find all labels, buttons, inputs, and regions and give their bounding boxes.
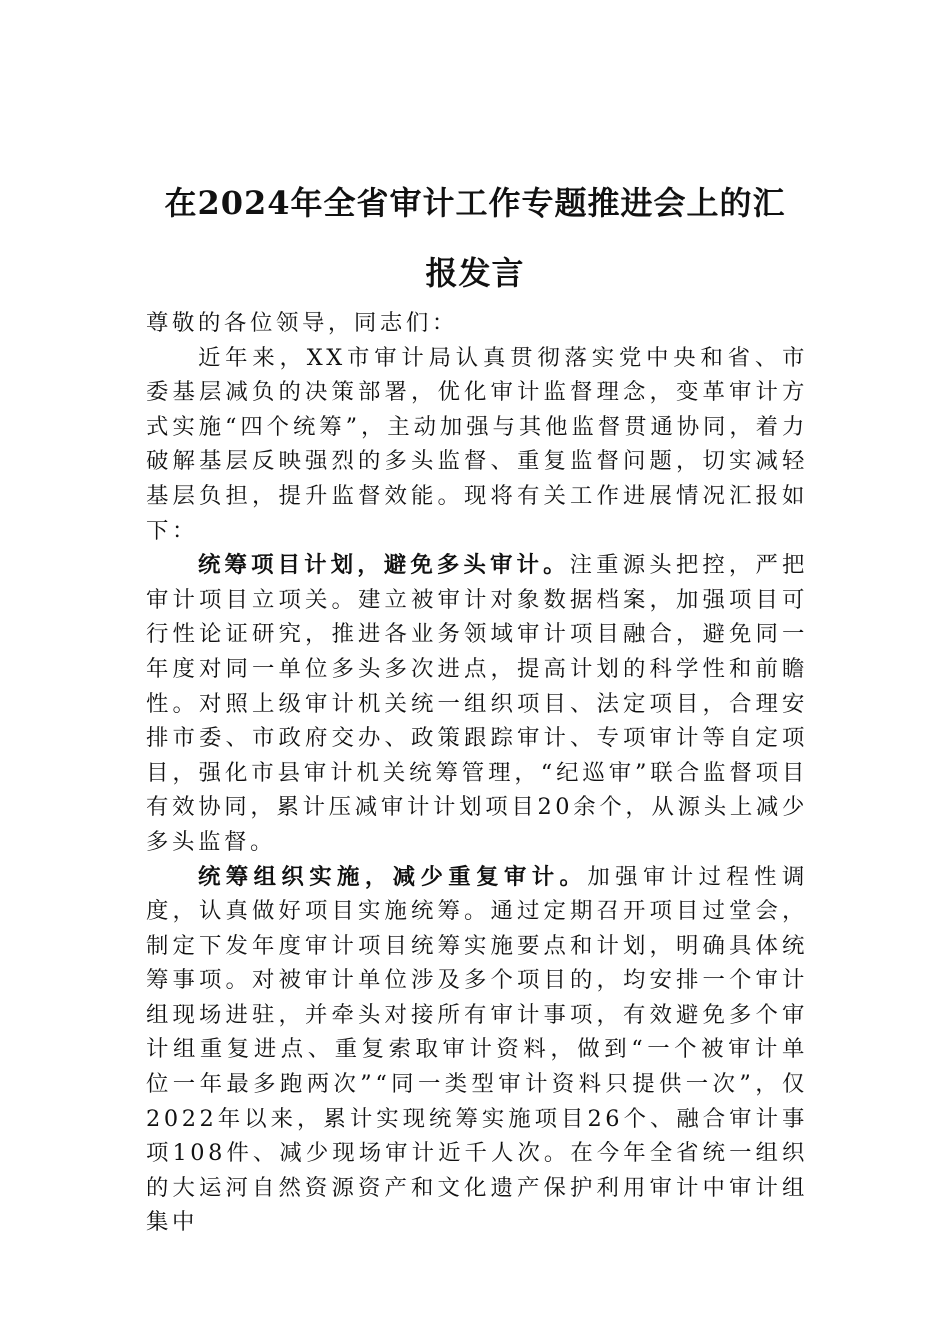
intro-paragraph: 近年来，XX市审计局认真贯彻落实党中央和省、市委基层减负的决策部署，优化审计监督理念，变革审计方式实施“四个统筹”，主动加强与其他监督贯通协同，着力破解基层反映强烈的多头监督、重复监督问题，切实减轻基层负担，提升监督效能。现将有关工作进展情况汇报如下： [146,344,808,544]
title-line-1: 在2024年全省审计工作专题推进会上的汇 [164,184,786,222]
salutation: 尊敬的各位领导，同志们： [146,310,458,336]
document-title [140,168,810,308]
title-line-2: 报发言 [425,254,525,292]
section-heading-2: 统筹组织实施，减少重复审计。 [198,863,588,890]
section-body-1: 注重源头把控，严把审计项目立项关。建立被审计对象数据档案，加强项目可行性论证研究，推进各业务领域审计项目融合，避免同一年度对同一单位多头多次进点，提高计划的科学性和前瞻性。对照上级审计机关统一组织项目、法定项目，合理安排市委、市政府交办、政策跟踪审计、专项审计等自定项目，强化市县审计机关统筹管理，“纪巡审”联合监督项目有效协同，累计压减审计计划项目20余个，从源头上减少多头监督。 [146,552,808,855]
section-paragraph-2 [146,860,808,1241]
document-body [146,306,808,1240]
section-paragraph-1 [146,548,808,859]
section-heading-1: 统筹项目计划，避免多头审计。 [198,552,570,579]
section-body-2: 加强审计过程性调度，认真做好项目实施统筹。通过定期召开项目过堂会，制定下发年度审计项目统筹实施要点和计划，明确具体统筹事项。对被审计单位涉及多个项目的，均安排一个审计组现场进驻，并牵头对接所有审计事项，有效避免多个审计组重复进点、重复索取审计资料，做到“一个被审计单位一年最多跑两次”“同一类型审计资料只提供一次”，仅2022年以来，累计实现统筹实施项目26个、融合审计事项108件、减少现场审计近千人次。在今年全省统一组织的大运河自然资源资产和文化遗产保护利用审计中审计组集中 [146,863,808,1236]
